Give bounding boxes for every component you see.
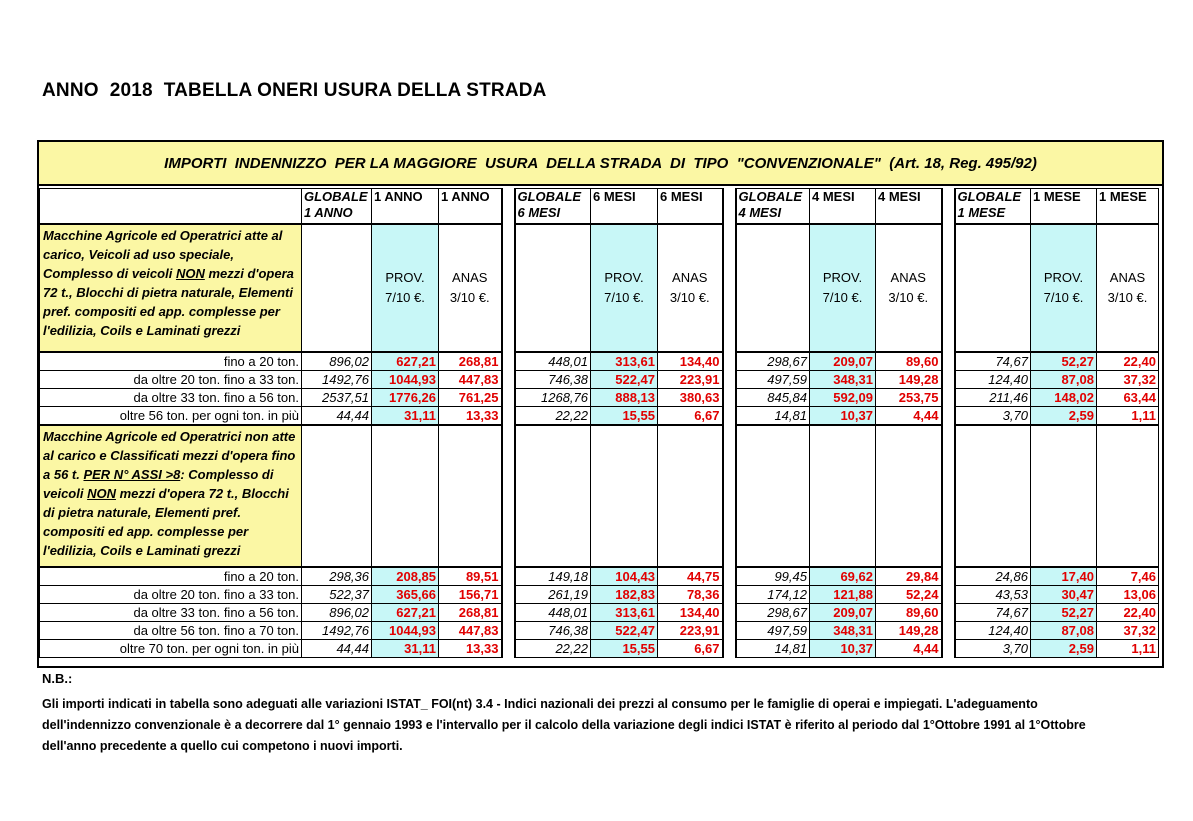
column-separator (942, 604, 955, 622)
global-amount: 298,36 (302, 567, 372, 586)
blank-cell (736, 224, 810, 352)
global-amount: 497,59 (736, 371, 810, 389)
weight-band-label: da oltre 20 ton. fino a 33 ton. (40, 586, 302, 604)
footnote-line: dell'anno precedente a quello cui competono i nuovi importi. (42, 739, 403, 753)
blank-cell (302, 425, 372, 567)
prov-amount: 1044,93 (372, 622, 439, 640)
blank-cell (1031, 425, 1097, 567)
footnote-line: Gli importi indicati in tabella sono adeguati alle variazioni ISTAT_ FOI(nt) 3.4 - Indici nazionali dei prezzi al consumo per le famiglie di operai e impiegati. L'adeguamento (42, 697, 1038, 711)
global-amount: 22,22 (515, 407, 591, 426)
global-amount: 2537,51 (302, 389, 372, 407)
weight-band-label: da oltre 56 ton. fino a 70 ton. (40, 622, 302, 640)
footnote (42, 694, 1152, 757)
global-amount: 44,44 (302, 640, 372, 658)
table-row (40, 567, 1159, 586)
section1-description (40, 224, 302, 352)
anas-amount: 447,83 (439, 622, 502, 640)
column-separator (502, 567, 515, 586)
header-prov-year: 1 ANNO (372, 189, 439, 225)
prov-amount: 104,43 (591, 567, 658, 586)
column-separator (942, 425, 955, 567)
header-global-four_months (736, 189, 810, 225)
header-global-year (302, 189, 372, 225)
global-amount: 298,67 (736, 604, 810, 622)
prov-amount: 208,85 (372, 567, 439, 586)
anas-amount: 13,33 (439, 640, 502, 658)
description-part: NON (87, 486, 116, 501)
global-amount: 124,40 (955, 622, 1031, 640)
prov-amount: 87,08 (1031, 622, 1097, 640)
anas-amount: 37,32 (1097, 371, 1159, 389)
prov-amount: 15,55 (591, 640, 658, 658)
anas-amount: 253,75 (876, 389, 942, 407)
column-separator (502, 640, 515, 658)
prov-label-line2: 7/10 €. (822, 290, 863, 305)
anas-share-label (658, 224, 723, 352)
global-amount: 24,86 (955, 567, 1031, 586)
blank-cell (955, 224, 1031, 352)
anas-label-line1: ANAS (1109, 270, 1146, 285)
prov-label-line2: 7/10 €. (1043, 290, 1084, 305)
header-global-line1: GLOBALE (738, 189, 803, 204)
global-amount: 174,12 (736, 586, 810, 604)
table-row (40, 389, 1159, 407)
blank-cell (810, 425, 876, 567)
prov-amount: 627,21 (372, 352, 439, 371)
prov-amount: 17,40 (1031, 567, 1097, 586)
global-amount: 896,02 (302, 352, 372, 371)
header-anas-one_month: 1 MESE (1097, 189, 1159, 225)
header-global-line2: 1 ANNO (304, 205, 353, 220)
anas-share-label (439, 224, 502, 352)
column-separator (502, 407, 515, 426)
blank-cell (736, 425, 810, 567)
header-global-one_month (955, 189, 1031, 225)
anas-label-line2: 3/10 €. (449, 290, 490, 305)
header-global-line2: 6 MESI (517, 205, 561, 220)
weight-band-label: da oltre 33 ton. fino a 56 ton. (40, 604, 302, 622)
column-separator (723, 407, 736, 426)
header-global-line2: 1 MESE (957, 205, 1006, 220)
global-amount: 746,38 (515, 622, 591, 640)
anas-amount: 149,28 (876, 622, 942, 640)
anas-amount: 52,24 (876, 586, 942, 604)
global-amount: 22,22 (515, 640, 591, 658)
weight-band-label: oltre 70 ton. per ogni ton. in più (40, 640, 302, 658)
column-separator (502, 622, 515, 640)
blank-cell (1097, 425, 1159, 567)
weight-band-label: da oltre 33 ton. fino a 56 ton. (40, 389, 302, 407)
column-separator (942, 189, 955, 225)
anas-amount: 4,44 (876, 407, 942, 426)
column-separator (942, 640, 955, 658)
anas-amount: 89,60 (876, 352, 942, 371)
table-row (40, 640, 1159, 658)
anas-share-label (1097, 224, 1159, 352)
anas-amount: 6,67 (658, 640, 723, 658)
prov-amount: 52,27 (1031, 352, 1097, 371)
prov-amount: 87,08 (1031, 371, 1097, 389)
weight-band-label: oltre 56 ton. per ogni ton. in più (40, 407, 302, 426)
column-separator (942, 567, 955, 586)
prov-amount: 148,02 (1031, 389, 1097, 407)
anas-amount: 1,11 (1097, 407, 1159, 426)
prov-label-line1: PROV. (385, 270, 425, 285)
global-amount: 14,81 (736, 407, 810, 426)
weight-band-label: fino a 20 ton. (40, 352, 302, 371)
column-separator (723, 640, 736, 658)
anas-amount: 22,40 (1097, 352, 1159, 371)
column-separator (502, 352, 515, 371)
prov-amount: 348,31 (810, 371, 876, 389)
global-amount: 522,37 (302, 586, 372, 604)
column-separator (723, 224, 736, 352)
anas-amount: 447,83 (439, 371, 502, 389)
prov-label-line1: PROV. (604, 270, 644, 285)
global-amount: 1492,76 (302, 622, 372, 640)
prov-amount: 30,47 (1031, 586, 1097, 604)
global-amount: 3,70 (955, 407, 1031, 426)
footnote-line: dell'indennizzo convenzionale è a decorrere dal 1° gennaio 1993 e l'intervallo per il calcolo della variazione degli indici ISTAT è riferito al periodo dal 1°Ottobre 1991 al 1°Ottobre (42, 718, 1086, 732)
anas-amount: 223,91 (658, 371, 723, 389)
blank-cell (515, 425, 591, 567)
prov-amount: 365,66 (372, 586, 439, 604)
anas-amount: 268,81 (439, 352, 502, 371)
anas-amount: 1,11 (1097, 640, 1159, 658)
global-amount: 746,38 (515, 371, 591, 389)
column-separator (502, 604, 515, 622)
anas-amount: 134,40 (658, 352, 723, 371)
column-separator (723, 425, 736, 567)
prov-amount: 182,83 (591, 586, 658, 604)
global-amount: 44,44 (302, 407, 372, 426)
blank-cell (955, 425, 1031, 567)
column-separator (942, 407, 955, 426)
anas-amount: 223,91 (658, 622, 723, 640)
blank-cell (658, 425, 723, 567)
blank-cell (439, 425, 502, 567)
header-anas-six_months: 6 MESI (658, 189, 723, 225)
anas-amount: 78,36 (658, 586, 723, 604)
global-amount: 74,67 (955, 352, 1031, 371)
table-row (40, 622, 1159, 640)
prov-share-label (372, 224, 439, 352)
prov-label-line1: PROV. (822, 270, 863, 285)
global-amount: 211,46 (955, 389, 1031, 407)
header-global-six_months (515, 189, 591, 225)
header-prov-one_month: 1 MESE (1031, 189, 1097, 225)
anas-label-line1: ANAS (890, 270, 926, 285)
global-amount: 3,70 (955, 640, 1031, 658)
blank-cell (591, 425, 658, 567)
table-row (40, 352, 1159, 371)
global-amount: 99,45 (736, 567, 810, 586)
global-amount: 124,40 (955, 371, 1031, 389)
prov-amount: 52,27 (1031, 604, 1097, 622)
header-anas-four_months: 4 MESI (876, 189, 942, 225)
anas-amount: 22,40 (1097, 604, 1159, 622)
prov-amount: 2,59 (1031, 407, 1097, 426)
header-prov-six_months: 6 MESI (591, 189, 658, 225)
global-amount: 1492,76 (302, 371, 372, 389)
header-global-line1: GLOBALE (957, 189, 1022, 204)
prov-amount: 209,07 (810, 352, 876, 371)
anas-amount: 6,67 (658, 407, 723, 426)
header-global-line2: 4 MESI (738, 205, 782, 220)
global-amount: 845,84 (736, 389, 810, 407)
anas-amount: 268,81 (439, 604, 502, 622)
column-separator (502, 586, 515, 604)
column-separator (723, 389, 736, 407)
table-row (40, 604, 1159, 622)
global-amount: 298,67 (736, 352, 810, 371)
prov-label-line1: PROV. (1043, 270, 1084, 285)
anas-share-label (876, 224, 942, 352)
prov-amount: 209,07 (810, 604, 876, 622)
description-part: PER N° ASSI >8 (83, 467, 181, 482)
fees-table (39, 188, 1159, 658)
anas-label-line2: 3/10 €. (1107, 290, 1148, 305)
column-separator (942, 371, 955, 389)
anas-label-line2: 3/10 €. (888, 290, 929, 305)
anas-amount: 89,51 (439, 567, 502, 586)
blank-cell (302, 224, 372, 352)
prov-amount: 69,62 (810, 567, 876, 586)
section2-description (40, 425, 302, 567)
table-row (40, 371, 1159, 389)
anas-amount: 29,84 (876, 567, 942, 586)
header-anas-year: 1 ANNO (439, 189, 502, 225)
table-row (40, 586, 1159, 604)
column-separator (942, 586, 955, 604)
global-amount: 1268,76 (515, 389, 591, 407)
weight-band-label: fino a 20 ton. (40, 567, 302, 586)
corner-cell (40, 189, 302, 225)
column-separator (942, 224, 955, 352)
prov-amount: 888,13 (591, 389, 658, 407)
global-amount: 14,81 (736, 640, 810, 658)
description-part: NON (175, 266, 205, 281)
column-separator (723, 371, 736, 389)
header-prov-four_months: 4 MESI (810, 189, 876, 225)
anas-amount: 44,75 (658, 567, 723, 586)
column-separator (723, 622, 736, 640)
prov-share-label (810, 224, 876, 352)
global-amount: 896,02 (302, 604, 372, 622)
prov-amount: 121,88 (810, 586, 876, 604)
prov-amount: 31,11 (372, 640, 439, 658)
anas-amount: 63,44 (1097, 389, 1159, 407)
column-separator (723, 604, 736, 622)
column-separator (723, 352, 736, 371)
description-part: mezzi d'opera 72 t., Blocchi di pietra naturale, Elementi pref. compositi ed app. complesse per l'edilizia, Coils e Laminati grezzi (43, 486, 289, 558)
prov-amount: 522,47 (591, 622, 658, 640)
column-separator (723, 189, 736, 225)
column-separator (502, 224, 515, 352)
description-part: Macchine Agricole ed Operatrici atte al carico, Veicoli ad uso speciale, Complesso di veicoli (43, 228, 283, 281)
prov-amount: 313,61 (591, 352, 658, 371)
anas-amount: 13,33 (439, 407, 502, 426)
column-separator (723, 567, 736, 586)
prov-amount: 522,47 (591, 371, 658, 389)
prov-amount: 313,61 (591, 604, 658, 622)
prov-amount: 31,11 (372, 407, 439, 426)
nb-label: N.B.: (42, 671, 73, 686)
prov-label-line2: 7/10 €. (385, 290, 425, 305)
column-separator (502, 425, 515, 567)
prov-amount: 2,59 (1031, 640, 1097, 658)
anas-amount: 149,28 (876, 371, 942, 389)
anas-label-line2: 3/10 €. (669, 290, 710, 305)
prov-share-label (1031, 224, 1097, 352)
anas-amount: 156,71 (439, 586, 502, 604)
anas-label-line1: ANAS (452, 270, 488, 285)
description-part: Macchine Agricole ed Operatrici non atte al carico e Classificati mezzi d'opera fino a 56 t. (43, 429, 296, 482)
prov-amount: 592,09 (810, 389, 876, 407)
anas-amount: 134,40 (658, 604, 723, 622)
anas-amount: 761,25 (439, 389, 502, 407)
global-amount: 497,59 (736, 622, 810, 640)
global-amount: 448,01 (515, 352, 591, 371)
header-global-line1: GLOBALE (304, 189, 368, 204)
description-part: mezzi d'opera 72 t., Blocchi di pietra naturale, Elementi pref. compositi ed app. complesse per l'edilizia, Coils e Laminati grezzi (43, 266, 294, 338)
column-separator (502, 189, 515, 225)
prov-amount: 1776,26 (372, 389, 439, 407)
column-separator (502, 389, 515, 407)
column-separator (942, 389, 955, 407)
anas-amount: 13,06 (1097, 586, 1159, 604)
page-title: ANNO 2018 TABELLA ONERI USURA DELLA STRADA (42, 80, 547, 101)
global-amount: 43,53 (955, 586, 1031, 604)
global-amount: 261,19 (515, 586, 591, 604)
column-separator (723, 586, 736, 604)
column-separator (502, 371, 515, 389)
column-separator (942, 622, 955, 640)
prov-amount: 627,21 (372, 604, 439, 622)
prov-amount: 348,31 (810, 622, 876, 640)
prov-amount: 1044,93 (372, 371, 439, 389)
anas-label-line1: ANAS (672, 270, 708, 285)
prov-share-label (591, 224, 658, 352)
anas-amount: 37,32 (1097, 622, 1159, 640)
prov-label-line2: 7/10 €. (604, 290, 644, 305)
weight-band-label: da oltre 20 ton. fino a 33 ton. (40, 371, 302, 389)
prov-amount: 10,37 (810, 640, 876, 658)
prov-amount: 15,55 (591, 407, 658, 426)
anas-amount: 380,63 (658, 389, 723, 407)
header-global-line1: GLOBALE (517, 189, 582, 204)
global-amount: 149,18 (515, 567, 591, 586)
blank-cell (876, 425, 942, 567)
anas-amount: 7,46 (1097, 567, 1159, 586)
global-amount: 74,67 (955, 604, 1031, 622)
description-part: : Complesso di veicoli (43, 467, 274, 501)
column-separator (942, 352, 955, 371)
anas-amount: 4,44 (876, 640, 942, 658)
blank-cell (515, 224, 591, 352)
anas-amount: 89,60 (876, 604, 942, 622)
table-row (40, 407, 1159, 426)
blank-cell (372, 425, 439, 567)
prov-amount: 10,37 (810, 407, 876, 426)
table-subtitle: IMPORTI INDENNIZZO PER LA MAGGIORE USURA DELLA STRADA DI TIPO "CONVENZIONALE" (Art. 18, Reg. 495/92) (39, 142, 1162, 186)
global-amount: 448,01 (515, 604, 591, 622)
